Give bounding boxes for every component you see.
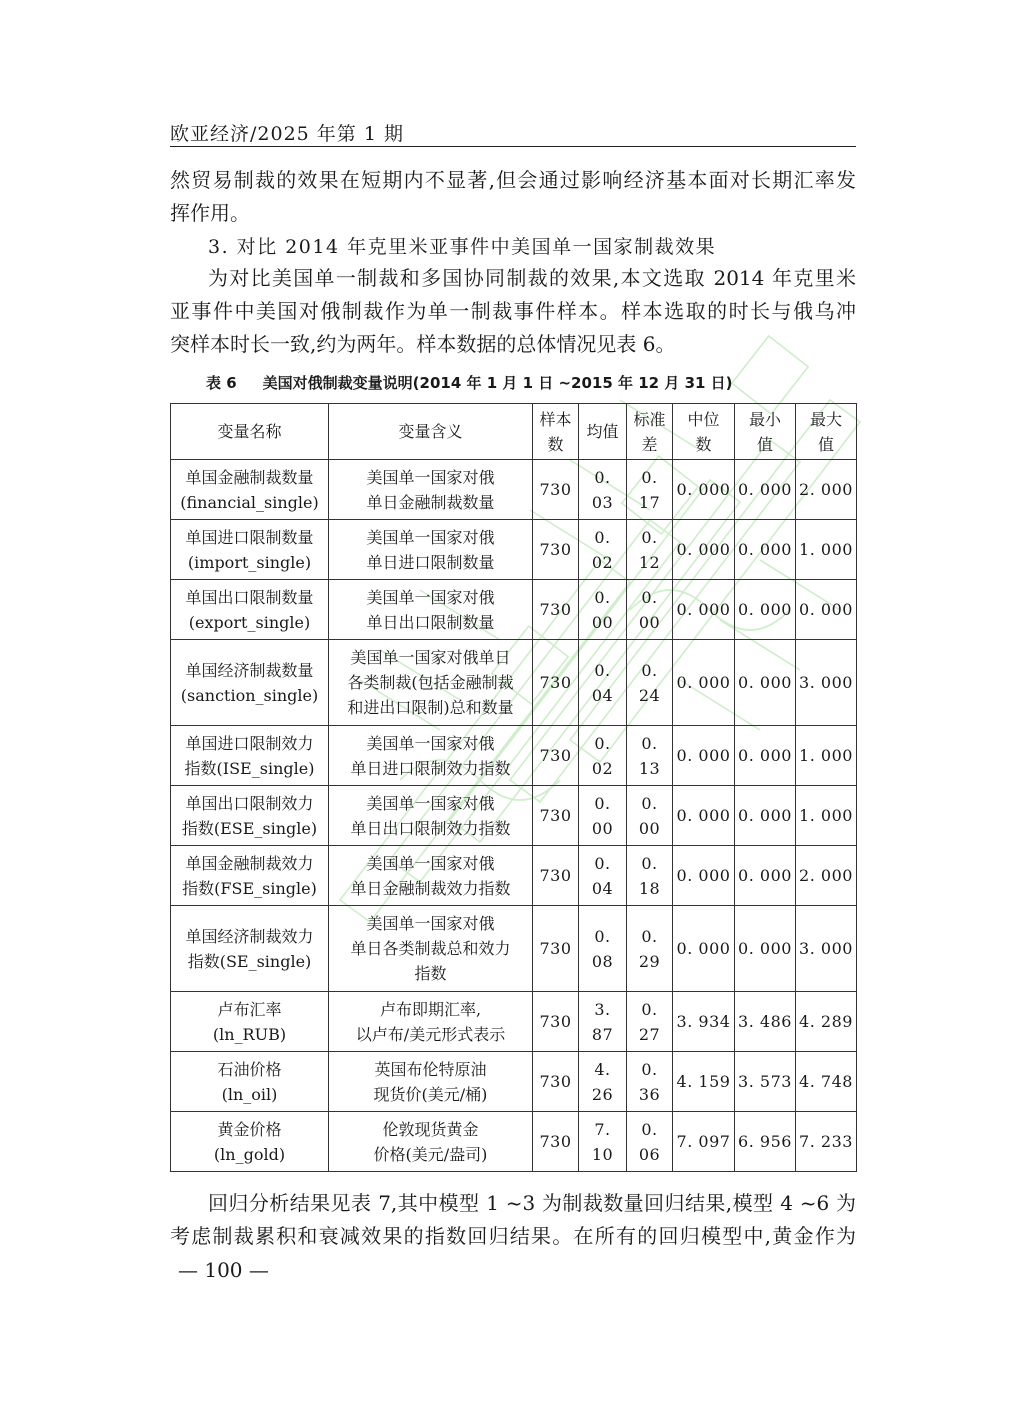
cell-max: 3. 000 — [796, 640, 857, 726]
cell-median: 0. 000 — [673, 786, 735, 846]
cell-variable-name: 单国经济制裁数量 (sanction_single) — [171, 640, 329, 726]
text-line: 挥作用。 — [170, 201, 250, 225]
cell-min: 0. 000 — [735, 640, 796, 726]
cell-min: 0. 000 — [735, 846, 796, 906]
text-line: 然贸易制裁的效果在短期内不显著,但会通过影响经济基本面对长期汇率发 — [170, 168, 856, 192]
text-line: 回归分析结果见表 7,其中模型 1 ~3 为制裁数量回归结果,模型 4 ~6 为 — [208, 1191, 856, 1215]
cell-variable-name: 单国出口限制效力 指数(ESE_single) — [171, 786, 329, 846]
cell-sample-size: 730 — [533, 846, 579, 906]
cell-mean: 3. 87 — [579, 992, 627, 1052]
table-header-row — [171, 404, 857, 460]
cell-std-dev: 0. 00 — [627, 786, 673, 846]
header-median: 中位 数 — [673, 404, 735, 460]
cell-variable-meaning: 伦敦现货黄金 价格(美元/盎司) — [329, 1112, 533, 1172]
cell-max: 2. 000 — [796, 460, 857, 520]
page-number: — 100 — — [178, 1258, 269, 1282]
text-line: 为对比美国单一制裁和多国协同制裁的效果,本文选取 2014 年克里米 — [208, 266, 856, 290]
cell-mean: 0. 00 — [579, 786, 627, 846]
paragraph-3 — [170, 1187, 856, 1253]
cell-sample-size: 730 — [533, 992, 579, 1052]
cell-min: 3. 486 — [735, 992, 796, 1052]
table-caption — [206, 372, 733, 393]
cell-median: 0. 000 — [673, 726, 735, 786]
cell-median: 3. 934 — [673, 992, 735, 1052]
cell-median: 0. 000 — [673, 906, 735, 992]
text-line: 考虑制裁累积和衰减效果的指数回归结果。在所有的回归模型中,黄金作为 — [170, 1224, 856, 1248]
cell-mean: 4. 26 — [579, 1052, 627, 1112]
cell-std-dev: 0. 17 — [627, 460, 673, 520]
cell-std-dev: 0. 18 — [627, 846, 673, 906]
cell-std-dev: 0. 24 — [627, 640, 673, 726]
cell-max: 2. 000 — [796, 846, 857, 906]
table-row — [171, 992, 857, 1052]
table-row — [171, 906, 857, 992]
table-row — [171, 640, 857, 726]
cell-std-dev: 0. 29 — [627, 906, 673, 992]
header-variable-name: 变量名称 — [171, 404, 329, 460]
cell-max: 1. 000 — [796, 726, 857, 786]
cell-mean: 0. 02 — [579, 520, 627, 580]
cell-std-dev: 0. 00 — [627, 580, 673, 640]
cell-variable-meaning: 美国单一国家对俄 单日出口限制数量 — [329, 580, 533, 640]
cell-min: 6. 956 — [735, 1112, 796, 1172]
table-row — [171, 520, 857, 580]
table-row — [171, 1112, 857, 1172]
table-title: 美国对俄制裁变量说明(2014 年 1 月 1 日 ~2015 年 12 月 31 日) — [262, 374, 733, 392]
cell-variable-meaning: 卢布即期汇率, 以卢布/美元形式表示 — [329, 992, 533, 1052]
cell-mean: 0. 02 — [579, 726, 627, 786]
running-head: 欧亚经济/2025 年第 1 期 — [170, 123, 404, 145]
cell-sample-size: 730 — [533, 906, 579, 992]
header-sample-size: 样本 数 — [533, 404, 579, 460]
table-row — [171, 846, 857, 906]
cell-sample-size: 730 — [533, 580, 579, 640]
cell-sample-size: 730 — [533, 1112, 579, 1172]
paragraph-2 — [170, 262, 856, 361]
table-row — [171, 460, 857, 520]
cell-min: 0. 000 — [735, 906, 796, 992]
cell-max: 0. 000 — [796, 580, 857, 640]
table-row — [171, 1052, 857, 1112]
cell-min: 0. 000 — [735, 786, 796, 846]
header-min: 最小 值 — [735, 404, 796, 460]
header-std-dev: 标准 差 — [627, 404, 673, 460]
cell-variable-name: 单国进口限制数量 (import_single) — [171, 520, 329, 580]
cell-variable-meaning: 美国单一国家对俄 单日进口限制数量 — [329, 520, 533, 580]
cell-median: 4. 159 — [673, 1052, 735, 1112]
cell-median: 0. 000 — [673, 580, 735, 640]
variable-table — [170, 403, 857, 1172]
cell-sample-size: 730 — [533, 640, 579, 726]
cell-max: 4. 289 — [796, 992, 857, 1052]
text-line: 亚事件中美国对俄制裁作为单一制裁事件样本。样本选取的时长与俄乌冲 — [170, 299, 856, 323]
header-rule — [170, 146, 856, 147]
cell-min: 0. 000 — [735, 580, 796, 640]
cell-variable-meaning: 美国单一国家对俄单日 各类制裁(包括金融制裁 和进出口限制)总和数量 — [329, 640, 533, 726]
cell-median: 0. 000 — [673, 640, 735, 726]
cell-mean: 0. 08 — [579, 906, 627, 992]
header-max: 最大 值 — [796, 404, 857, 460]
cell-min: 0. 000 — [735, 460, 796, 520]
cell-median: 0. 000 — [673, 460, 735, 520]
cell-median: 0. 000 — [673, 846, 735, 906]
cell-min: 3. 573 — [735, 1052, 796, 1112]
cell-mean: 0. 04 — [579, 640, 627, 726]
table-row — [171, 580, 857, 640]
cell-variable-name: 单国金融制裁效力 指数(FSE_single) — [171, 846, 329, 906]
cell-variable-meaning: 美国单一国家对俄 单日金融制裁数量 — [329, 460, 533, 520]
cell-mean: 0. 04 — [579, 846, 627, 906]
cell-min: 0. 000 — [735, 520, 796, 580]
cell-variable-meaning: 美国单一国家对俄 单日金融制裁效力指数 — [329, 846, 533, 906]
cell-mean: 0. 00 — [579, 580, 627, 640]
cell-variable-name: 石油价格 (ln_oil) — [171, 1052, 329, 1112]
cell-median: 0. 000 — [673, 520, 735, 580]
cell-variable-name: 黄金价格 (ln_gold) — [171, 1112, 329, 1172]
cell-variable-name: 单国经济制裁效力 指数(SE_single) — [171, 906, 329, 992]
table-row — [171, 786, 857, 846]
cell-std-dev: 0. 12 — [627, 520, 673, 580]
section-subheading: 3. 对比 2014 年克里米亚事件中美国单一国家制裁效果 — [208, 236, 717, 258]
cell-variable-name: 单国进口限制效力 指数(ISE_single) — [171, 726, 329, 786]
cell-variable-meaning: 美国单一国家对俄 单日进口限制效力指数 — [329, 726, 533, 786]
cell-mean: 7. 10 — [579, 1112, 627, 1172]
header-variable-meaning: 变量含义 — [329, 404, 533, 460]
cell-sample-size: 730 — [533, 460, 579, 520]
cell-variable-name: 卢布汇率 (ln_RUB) — [171, 992, 329, 1052]
cell-variable-name: 单国金融制裁数量 (financial_single) — [171, 460, 329, 520]
cell-max: 7. 233 — [796, 1112, 857, 1172]
cell-max: 1. 000 — [796, 520, 857, 580]
cell-std-dev: 0. 06 — [627, 1112, 673, 1172]
cell-median: 7. 097 — [673, 1112, 735, 1172]
table-row — [171, 726, 857, 786]
cell-variable-meaning: 英国布伦特原油 现货价(美元/桶) — [329, 1052, 533, 1112]
document-page — [170, 0, 856, 1417]
cell-min: 0. 000 — [735, 726, 796, 786]
cell-variable-name: 单国出口限制数量 (export_single) — [171, 580, 329, 640]
cell-std-dev: 0. 27 — [627, 992, 673, 1052]
text-line: 突样本时长一致,约为两年。样本数据的总体情况见表 6。 — [170, 332, 676, 356]
cell-sample-size: 730 — [533, 1052, 579, 1112]
cell-mean: 0. 03 — [579, 460, 627, 520]
header-mean: 均值 — [579, 404, 627, 460]
cell-variable-meaning: 美国单一国家对俄 单日出口限制效力指数 — [329, 786, 533, 846]
table-label: 表 6 — [206, 374, 237, 392]
cell-variable-meaning: 美国单一国家对俄 单日各类制裁总和效力 指数 — [329, 906, 533, 992]
cell-sample-size: 730 — [533, 726, 579, 786]
cell-max: 1. 000 — [796, 786, 857, 846]
cell-max: 3. 000 — [796, 906, 857, 992]
cell-std-dev: 0. 13 — [627, 726, 673, 786]
cell-sample-size: 730 — [533, 786, 579, 846]
cell-sample-size: 730 — [533, 520, 579, 580]
cell-std-dev: 0. 36 — [627, 1052, 673, 1112]
paragraph-1 — [170, 164, 856, 230]
cell-max: 4. 748 — [796, 1052, 857, 1112]
